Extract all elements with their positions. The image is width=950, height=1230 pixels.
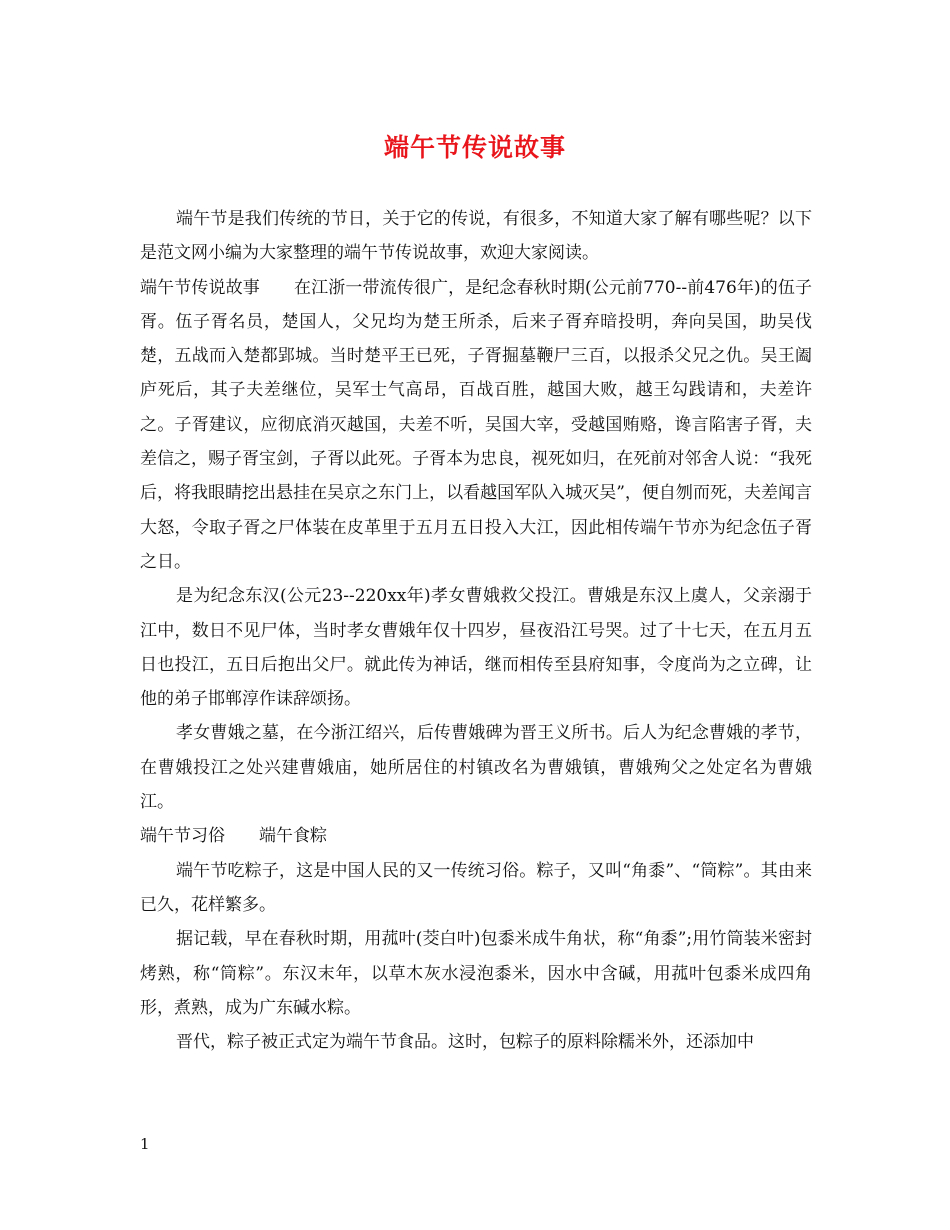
section-heading-customs: 端午节习俗: [140, 826, 225, 847]
subsection-heading-zongzi: 端午食粽: [259, 826, 327, 847]
customs-heading-line: [140, 819, 812, 853]
page-number: 1: [140, 1135, 150, 1153]
legend-paragraph-caoe: 是为纪念东汉(公元23--220xx年)孝女曹娥救父投江。曹娥是东汉上虞人，父亲溺于江中，数日不见尸体，当时孝女曹娥年仅十四岁，昼夜沿江号哭。过了十七天，在五月五日也投江，五日后抱出父尸。就此传为神话，继而相传至县府知事，令度尚为之立碑，让他的弟子邯郸淳作诔辞颂扬。: [140, 586, 812, 710]
document-title: 端午节传说故事: [383, 133, 566, 162]
legend-paragraph-caoe-tomb: 孝女曹娥之墓，在今浙江绍兴，后传曹娥碑为晋王义所书。后人为纪念曹娥的孝节，在曹娥投江之处兴建曹娥庙，她所居住的村镇改名为曹娥镇，曹娥殉父之处定名为曹娥江。: [140, 723, 812, 813]
intro-paragraph: 端午节是我们传统的节日，关于它的传说，有很多，不知道大家了解有哪些呢？以下是范文网小编为大家整理的端午节传说故事，欢迎大家阅读。: [140, 209, 812, 264]
legend-paragraph-wuzixu: [140, 271, 812, 580]
paragraph-text: 在江浙一带流传很广，是纪念春秋时期(公元前770--前476年)的伍子胥。伍子胥名员，楚国人，父兄均为楚王所杀，后来子胥弃暗投明，奔向吴国，助吴伐楚，五战而入楚都郢城。当时楚平王已死，子胥掘墓鞭尸三百，以报杀父兄之仇。吴王阖庐死后，其子夫差继位，吴军士气高昂，百战百胜，越国大败，越王勾践请和，夫差许之。子胥建议，应彻底消灭越国，夫差不听，吴国大宰，受越国贿赂，谗言陷害子胥，夫差信之，赐子胥宝剑，子胥以此死。子胥本为忠良，视死如归，在死前对邻舍人说：“我死后，将我眼睛挖出悬挂在吴京之东门上，以看越国军队入城灭吴”，便自刎而死，夫差闻言大怒，令取子胥之尸体装在皮革里于五月五日投入大江，因此相传端午节亦为纪念伍子胥之日。: [140, 277, 813, 572]
zongzi-paragraph-jin: 晋代，粽子被正式定为端午节食品。这时，包粽子的原料除糯米外，还添加中: [176, 1032, 754, 1053]
section-heading-legend: 端午节传说故事: [140, 277, 260, 298]
document-body: [140, 202, 812, 1059]
zongzi-paragraph-intro: 端午节吃粽子，这是中国人民的又一传统习俗。粽子，又叫“角黍”、“筒粽”。其由来已久，花样繁多。: [140, 860, 812, 915]
zongzi-paragraph-history: 据记载，早在春秋时期，用菰叶(茭白叶)包黍米成牛角状，称“角黍”;用竹筒装米密封烤熟，称“筒粽”。东汉末年，以草木灰水浸泡黍米，因水中含碱，用菰叶包黍米成四角形，煮熟，成为广东碱水粽。: [140, 929, 812, 1018]
